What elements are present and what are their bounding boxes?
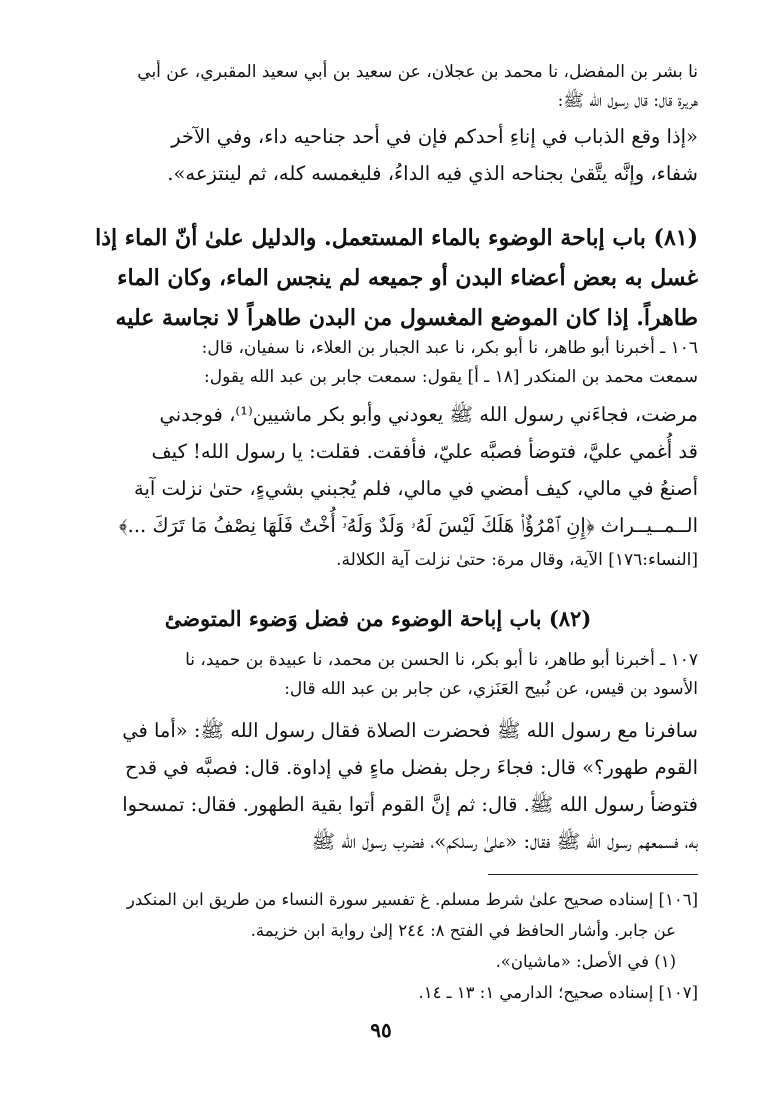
heading-line: (٨١) باب إباحة الوضوء بالماء المستعمل. والدليل علىٰ أنّ الماء إذا: [95, 225, 698, 251]
text-line: الــمــيــراث ﴿إِنِ ٱمْرُؤٌا۟ هَلَكَ لَيْسَ لَهُۥ وَلَدٌ وَلَهُۥٓ أُخْتٌ فَلَهَا نِصْفُ مَا تَرَكَ ...﴾: [119, 514, 698, 537]
text-line: الأسود بن قيس، عن نُبيح العَنَزي، عن جابر بن عبد الله قال:: [284, 679, 698, 699]
text-line: ١٠٦ ـ أخبرنا أبو طاهر، نا أبو بكر، نا عبد الجبار بن العلاء، نا سفيان، قال:: [201, 338, 698, 358]
text-line: سمعت محمد بن المنكدر [١٨ ـ أ] يقول: سمعت جابر بن عبد الله يقول:: [203, 367, 698, 387]
text-line: «إذا وقع الذباب في إناءِ أحدكم فإن في أحد جناحيه داء، وفي الآخر: [171, 125, 698, 148]
footnote-line: عن جابر. وأشار الحافظ في الفتح ٨: ٢٤٤ إلىٰ رواية ابن خزيمة.: [250, 921, 676, 940]
text-line: به، فسمعهم رسول الله ﷺ فقال: «علىٰ رسلكم»، فضرب رسول الله ﷺ: [311, 830, 698, 853]
footnote-divider: [488, 874, 698, 875]
text-line: سافرنا مع رسول الله ﷺ فحضرت الصلاة فقال رسول الله ﷺ: «أما في: [122, 719, 698, 742]
text-line: فتوضأ رسول الله ﷺ. قال: ثم إنَّ القوم أتوا بقية الطهور. فقال: تمسحوا: [122, 793, 698, 816]
matn-106: [58, 396, 698, 544]
hadith-fly: [58, 118, 698, 192]
isnad-106: [58, 334, 698, 392]
heading-line: طاهراً. إذا كان الموضع المغسول من البدن طاهراً لا نجاسة عليه: [115, 305, 698, 331]
footnote-line: (١) في الأصل: «ماشيان».: [495, 952, 676, 971]
text-line: أصنعُ في مالي، كيف أمضي في مالي، فلم يُجبني بشيءٍ، حتىٰ نزلت آية: [134, 477, 698, 500]
text-line: مرضت، فجاءَني رسول الله ﷺ يعودني وأبو بكر ماشيين⁽¹⁾، فوجدني: [159, 403, 698, 426]
chapter-81-heading: [58, 218, 698, 338]
text-line: شفاء، وإنَّه يتَّقىٰ بجناحه الذي فيه الداءُ، فليغمسه كله، ثم لينتزعه».: [167, 162, 698, 185]
isnad-107: [58, 646, 698, 704]
text-line: [النساء:١٧٦] الآية، وقال مرة: حتىٰ نزلت آية الكلالة.: [336, 550, 698, 570]
footnotes: [58, 884, 698, 1008]
intro-isnad: [58, 58, 698, 116]
text-line: نا بشر بن المفضل، نا محمد بن عجلان، عن سعيد بن أبي سعيد المقبري، عن أبي: [137, 62, 698, 82]
matn-107: [58, 712, 698, 860]
text-line: قد أُغمي عليَّ، فتوضأ فصبَّه عليّ، فأفقت. فقلت: يا رسول الله! كيف: [151, 440, 698, 463]
text-line: ١٠٧ ـ أخبرنا أبو طاهر، نا أبو بكر، نا الحسن بن محمد، نا عبيدة بن حميد، نا: [185, 650, 698, 670]
page-number: ٩٥: [370, 1018, 392, 1042]
matn-106-end: [58, 546, 698, 575]
footnote-line: [١٠٧] إسناده صحيح؛ الدارمي ١: ١٣ ـ ١٤.: [418, 983, 698, 1002]
chapter-82-heading: (٨٢) باب إباحة الوضوء من فضل وَضوء المتوضئ: [164, 606, 592, 631]
heading-line: غسل به بعض أعضاء البدن أو جميعه لم ينجس الماء، وكان الماء: [117, 265, 698, 291]
footnote-line: [١٠٦] إسناده صحيح علىٰ شرط مسلم. غ تفسير سورة النساء من طريق ابن المنكدر: [126, 890, 698, 909]
text-line: هريرة قال: قال رسول الله ﷺ:: [557, 91, 698, 111]
text-line: القوم طهور؟» قال: فجاءَ رجل بفضل ماءٍ في إداوة. قال: فصبَّه في قدح: [124, 756, 698, 779]
